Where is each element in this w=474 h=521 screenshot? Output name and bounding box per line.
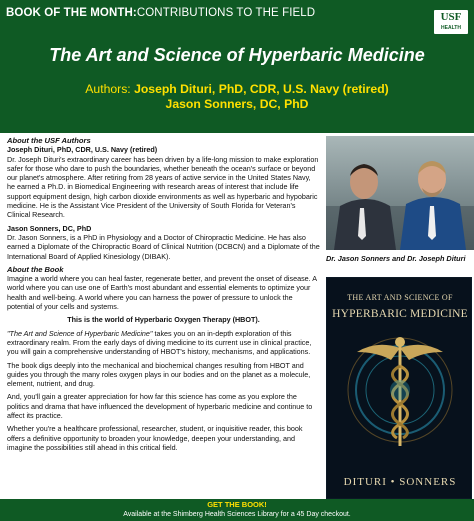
caduceus-emblem: [327, 278, 472, 499]
label-bold: BOOK OF THE MONTH:: [6, 7, 137, 19]
availability-note: Available at the Shimberg Health Sciences Library for a 45 Day checkout.: [123, 511, 351, 518]
usf-health-logo: [434, 10, 468, 34]
book-paragraph-4: And, you'll gain a greater appreciation for how far this science has come as you explore the politics and drama that have influenced the development of hyperbaric medicine and continue to affect its practice.: [7, 392, 313, 421]
book-paragraph-2-rest: takes you on an in-depth exploration of this extraordinary realm. From the early days of diving medicine to its current use in clinical practice, you will gain a comprehensive understanding of HBOT's history, mechanisms, and applications.: [7, 328, 312, 357]
cover-title-line-2: HYPERBARIC MEDICINE: [332, 308, 468, 320]
author-2: Jason Sonners, DC, PhD: [165, 97, 309, 111]
book-cover: [326, 277, 472, 499]
cover-title-line-1: THE ART AND SCIENCE OF: [347, 293, 453, 302]
book-paragraph-2: [7, 329, 320, 357]
header-banner: [0, 0, 474, 133]
author-2-bio: Dr. Jason Sonners, is a PhD in Physiology and a Doctor of Chiropractic Medicine. He has also earned a Diplomate of the Chiropractic Board of Clinical Nutrition (DCBCN) and a Diplomate of the International Board of Applied Kinesiology (DIBAK).: [7, 232, 320, 261]
book-paragraph-3: The book digs deeply into the mechanical and biochemical changes resulting from HBOT and guides you through the many roles oxygen plays in our bodies and on the planet as a molecule, element, nutrient, and drug.: [7, 360, 311, 389]
book-of-month-label: [6, 7, 315, 19]
book-title-italic: "The Art and Science of Hyperbaric Medicine": [7, 328, 153, 338]
get-book-cta[interactable]: GET THE BOOK!: [207, 500, 267, 509]
footer-banner: [0, 499, 474, 521]
author-2-name: Jason Sonners, DC, PhD: [7, 223, 92, 233]
about-book-heading: About the Book: [7, 264, 64, 274]
authors-photo-illustration: [326, 136, 474, 250]
author-1: Joseph Dituri, PhD, CDR, U.S. Navy (retired): [134, 82, 389, 96]
authors-photo: [326, 136, 474, 250]
hbot-statement: This is the world of Hyperbaric Oxygen Therapy (HBOT).: [67, 315, 260, 325]
book-paragraph-5: Whether you're a healthcare professional, researcher, student, or inquisitive reader, this book offers a definitive opportunity to broaden your knowledge, deepen your understanding, and imagine the possibilities still ahead in this critical field.: [7, 424, 303, 452]
author-1-name: Joseph Dituri, PhD, CDR, U.S. Navy (retired): [7, 145, 158, 155]
book-title: The Art and Science of Hyperbaric Medicine: [49, 45, 425, 65]
about-authors-heading: About the USF Authors: [7, 136, 91, 145]
authors-label: Authors:: [85, 82, 131, 96]
text-column: [7, 136, 320, 452]
logo-sub: HEALTH: [441, 25, 461, 31]
label-rest: CONTRIBUTIONS TO THE FIELD: [136, 7, 316, 19]
logo-main: USF: [440, 11, 462, 23]
cover-authors: DITURI • SONNERS: [343, 476, 457, 488]
book-paragraph-1: Imagine a world where you can heal faster, regenerate better, and prevent the onset of disease. A world where you can use one of Earth's most abundant and essential elements to optimize your health and well-being. A world where you can harness the power of pressure to unlock the potential of your cells and systems.: [7, 274, 317, 312]
photo-caption: Dr. Jason Sonners and Dr. Joseph Dituri: [326, 254, 466, 263]
author-1-bio: Dr. Joseph Dituri's extraordinary career has been driven by a life-long mission to make exploration safer for those who dare to push the boundaries, whether beneath the ocean's surface or beyond our planet's atmosphere. After retiring from 28 years of active service in the United States Navy, he earned a Ph.D. in Biomedical Engineering with research areas of interest that include life support equipment design, high carbon dioxide environments as well as hyperbaric and hypobaric medicine. He is the Assistant Vice President of the University of South Florida for Veteran's Clinical Research.: [7, 154, 319, 220]
authors-line: [0, 82, 474, 112]
